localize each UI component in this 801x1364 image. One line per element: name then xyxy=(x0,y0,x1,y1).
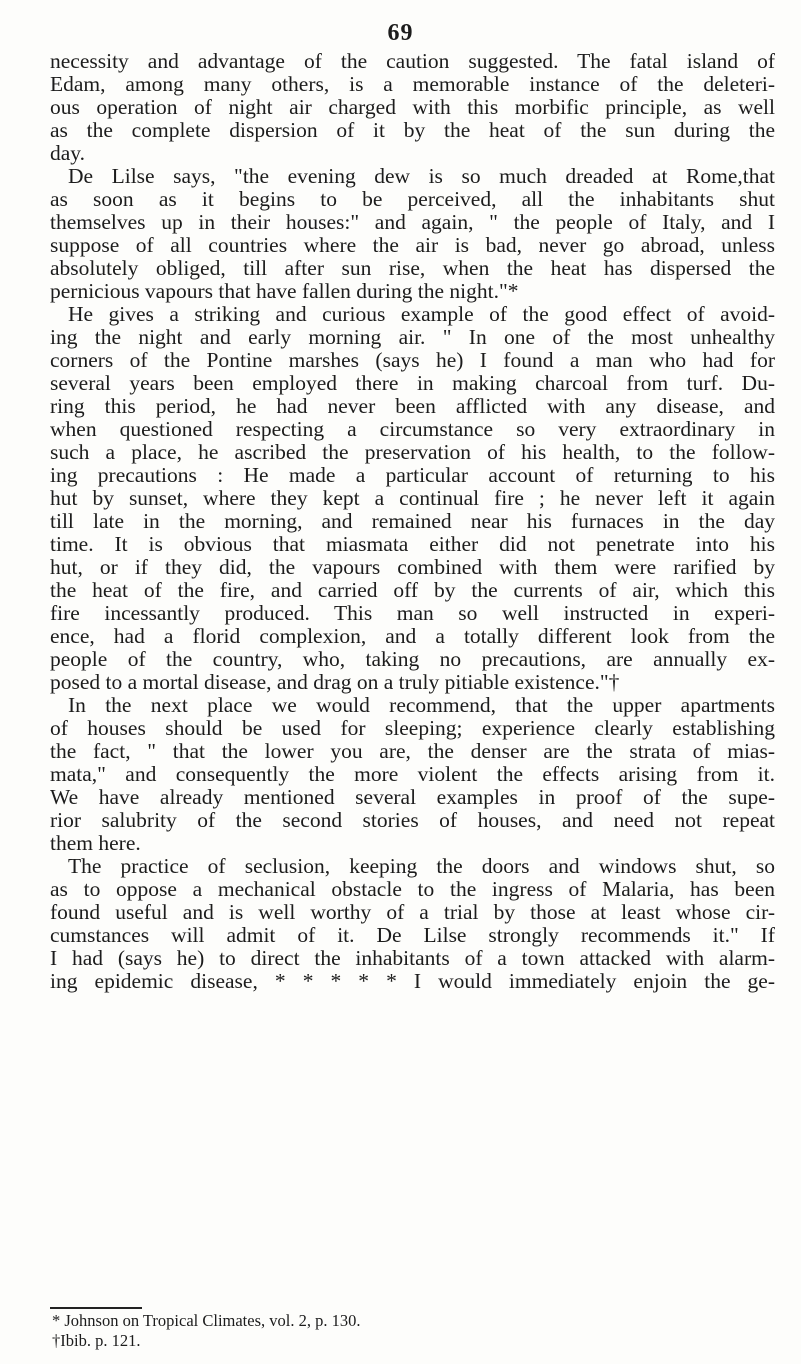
footnote-rule xyxy=(50,1307,142,1309)
text-line: De Lilse says, "the evening dew is so much dreaded at Rome,that xyxy=(68,165,775,188)
text-line: day. xyxy=(50,142,86,165)
text-line: till late in the morning, and remained near his furnaces in the day xyxy=(50,510,775,533)
text-line: ous operation of night air charged with this morbific principle, as well xyxy=(50,96,775,119)
text-line: the fact, " that the lower you are, the denser are the strata of mias- xyxy=(50,740,775,763)
text-line: ring this period, he had never been afflicted with any disease, and xyxy=(50,395,775,418)
text-line: rior salubrity of the second stories of houses, and need not repeat xyxy=(50,809,775,832)
text-line: people of the country, who, taking no precautions, are annually ex- xyxy=(50,648,775,671)
text-line: hut by sunset, where they kept a continual fire ; he never left it again xyxy=(50,487,775,510)
text-line: corners of the Pontine marshes (says he) I found a man who had for xyxy=(50,349,775,372)
text-line: cumstances will admit of it. De Lilse strongly recommends it." If xyxy=(50,924,775,947)
text-line: time. It is obvious that miasmata either did not penetrate into his xyxy=(50,533,775,556)
text-line: mata," and consequently the more violent the effects arising from it. xyxy=(50,763,775,786)
text-line: when questioned respecting a circumstance so very extraordinary in xyxy=(50,418,775,441)
text-line: ing the night and early morning air. " In one of the most unhealthy xyxy=(50,326,775,349)
text-line: such a place, he ascribed the preservation of his health, to the follow- xyxy=(50,441,775,464)
text-line: the heat of the fire, and carried off by the currents of air, which this xyxy=(50,579,775,602)
text-line: suppose of all countries where the air is bad, never go abroad, unless xyxy=(50,234,775,257)
footnotes xyxy=(52,1311,752,1351)
text-line: absolutely obliged, till after sun rise, when the heat has dispersed the xyxy=(50,257,775,280)
text-line: them here. xyxy=(50,832,141,855)
text-line: pernicious vapours that have fallen during the night."* xyxy=(50,280,519,303)
footnote: * Johnson on Tropical Climates, vol. 2, p. 130. xyxy=(52,1311,361,1330)
text-line: of houses should be used for sleeping; experience clearly establishing xyxy=(50,717,775,740)
text-line: fire incessantly produced. This man so well instructed in experi- xyxy=(50,602,775,625)
text-line: ence, had a florid complexion, and a totally different look from the xyxy=(50,625,775,648)
text-line: found useful and is well worthy of a trial by those at least whose cir- xyxy=(50,901,775,924)
text-line: ing precautions : He made a particular account of returning to his xyxy=(50,464,775,487)
footnote: †Ibib. p. 121. xyxy=(52,1331,141,1350)
text-line: as the complete dispersion of it by the heat of the sun during the xyxy=(50,119,775,142)
text-line: necessity and advantage of the caution suggested. The fatal island of xyxy=(50,50,775,73)
text-line: In the next place we would recommend, that the upper apartments xyxy=(68,694,775,717)
text-line: We have already mentioned several examples in proof of the supe- xyxy=(50,786,775,809)
text-line: I had (says he) to direct the inhabitants of a town attacked with alarm- xyxy=(50,947,775,970)
body-text xyxy=(50,50,775,993)
text-line: The practice of seclusion, keeping the doors and windows shut, so xyxy=(68,855,775,878)
text-line: ing epidemic disease, * * * * * I would immediately enjoin the ge- xyxy=(50,970,775,993)
text-line: as soon as it begins to be perceived, all the inhabitants shut xyxy=(50,188,775,211)
text-line: He gives a striking and curious example of the good effect of avoid- xyxy=(68,303,775,326)
text-line: as to oppose a mechanical obstacle to the ingress of Malaria, has been xyxy=(50,878,775,901)
page-number: 69 xyxy=(387,20,414,46)
text-line: several years been employed there in making charcoal from turf. Du- xyxy=(50,372,775,395)
text-line: themselves up in their houses:" and again, " the people of Italy, and I xyxy=(50,211,775,234)
text-line: posed to a mortal disease, and drag on a truly pitiable existence."† xyxy=(50,671,620,694)
text-line: hut, or if they did, the vapours combined with them were rarified by xyxy=(50,556,775,579)
text-line: Edam, among many others, is a memorable instance of the deleteri- xyxy=(50,73,775,96)
